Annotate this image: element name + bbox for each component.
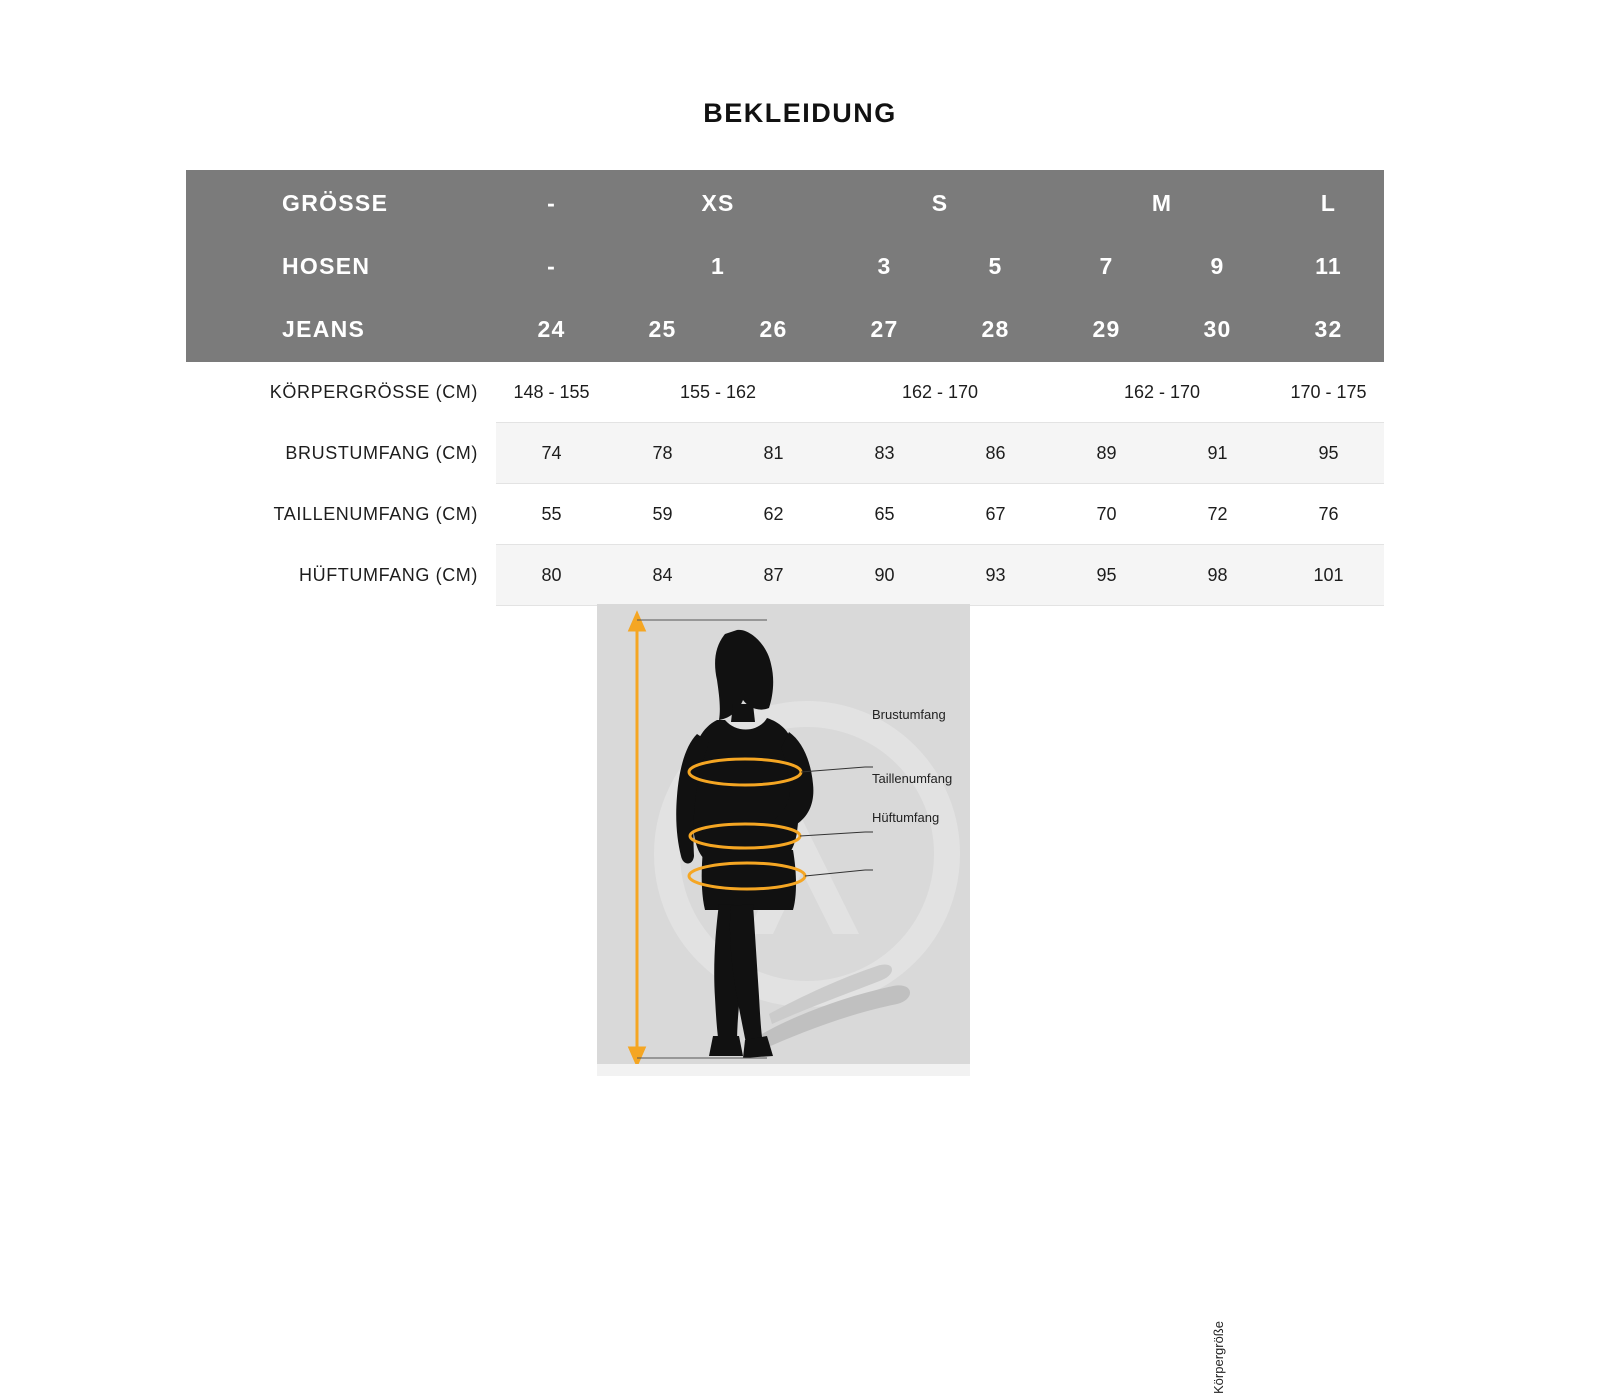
callout-brustumfang: Brustumfang [872, 707, 946, 722]
hueftumfang-cell-1: 80 [496, 545, 607, 606]
page-title: BEKLEIDUNG [703, 98, 897, 128]
row-label-hosen: HOSEN [186, 236, 496, 296]
table-row [186, 484, 1384, 545]
jeans-cell-7: 30 [1162, 296, 1273, 362]
hosen-cell-4: 5 [940, 236, 1051, 296]
jeans-cell-4: 27 [829, 296, 940, 362]
row-label-hueftumfang: HÜFTUMFANG (CM) [186, 545, 496, 606]
callout-taillenumfang: Taillenumfang [872, 771, 953, 786]
table-row [186, 362, 1384, 423]
taillenumfang-cell-7: 72 [1162, 484, 1273, 545]
taillenumfang-cell-6: 70 [1051, 484, 1162, 545]
koerpergroesse-cell-2: 155 - 162 [607, 362, 829, 423]
row-label-groesse: GRÖSSE [186, 170, 496, 236]
hosen-cell-3: 3 [829, 236, 940, 296]
callout-hueftumfang: Hüftumfang [872, 810, 940, 825]
jeans-cell-2: 25 [607, 296, 718, 362]
brustumfang-cell-3: 81 [718, 423, 829, 484]
table-header-row-hosen [186, 236, 1384, 296]
taillenumfang-cell-8: 76 [1273, 484, 1384, 545]
taillenumfang-cell-1: 55 [496, 484, 607, 545]
height-arrow [630, 614, 644, 1064]
table-row [186, 545, 1384, 606]
hosen-cell-6: 9 [1162, 236, 1273, 296]
jeans-cell-8: 32 [1273, 296, 1384, 362]
groesse-cell-1: - [496, 170, 607, 236]
hosen-cell-7: 11 [1273, 236, 1384, 296]
hueftumfang-cell-3: 87 [718, 545, 829, 606]
measurement-figure [597, 604, 1226, 1394]
hueftumfang-cell-2: 84 [607, 545, 718, 606]
figure-base-strip [597, 1064, 970, 1076]
koerpergroesse-cell-1: 148 - 155 [496, 362, 607, 423]
jeans-cell-3: 26 [718, 296, 829, 362]
koerpergroesse-cell-4: 162 - 170 [1051, 362, 1273, 423]
brustumfang-cell-5: 86 [940, 423, 1051, 484]
hueftumfang-cell-5: 93 [940, 545, 1051, 606]
hueftumfang-cell-8: 101 [1273, 545, 1384, 606]
row-label-brustumfang: BRUSTUMFANG (CM) [186, 423, 496, 484]
taillenumfang-cell-4: 65 [829, 484, 940, 545]
jeans-cell-5: 28 [940, 296, 1051, 362]
hosen-cell-5: 7 [1051, 236, 1162, 296]
row-label-taillenumfang: TAILLENUMFANG (CM) [186, 484, 496, 545]
height-label: Körpergröße [1211, 1321, 1226, 1394]
groesse-cell-l: L [1273, 170, 1384, 236]
measurement-figure-svg [597, 604, 970, 1064]
koerpergroesse-cell-5: 170 - 175 [1273, 362, 1384, 423]
taillenumfang-cell-3: 62 [718, 484, 829, 545]
brustumfang-cell-6: 89 [1051, 423, 1162, 484]
table-row [186, 423, 1384, 484]
hueftumfang-cell-6: 95 [1051, 545, 1162, 606]
table-header-row-groesse [186, 170, 1384, 236]
hueftumfang-cell-4: 90 [829, 545, 940, 606]
groesse-cell-s: S [829, 170, 1051, 236]
table-header-row-jeans [186, 296, 1384, 362]
groesse-cell-xs: XS [607, 170, 829, 236]
jeans-cell-1: 24 [496, 296, 607, 362]
brustumfang-cell-4: 83 [829, 423, 940, 484]
size-table [186, 170, 1384, 606]
taillenumfang-cell-2: 59 [607, 484, 718, 545]
brustumfang-cell-7: 91 [1162, 423, 1273, 484]
brustumfang-cell-1: 74 [496, 423, 607, 484]
hosen-cell-2: 1 [607, 236, 829, 296]
hueftumfang-cell-7: 98 [1162, 545, 1273, 606]
row-label-koerpergroesse: KÖRPERGRÖSSE (CM) [186, 362, 496, 423]
brustumfang-cell-2: 78 [607, 423, 718, 484]
size-table-container [186, 170, 1384, 606]
jeans-cell-6: 29 [1051, 296, 1162, 362]
taillenumfang-cell-5: 67 [940, 484, 1051, 545]
row-label-jeans: JEANS [186, 296, 496, 362]
koerpergroesse-cell-3: 162 - 170 [829, 362, 1051, 423]
hosen-cell-1: - [496, 236, 607, 296]
brustumfang-cell-8: 95 [1273, 423, 1384, 484]
groesse-cell-m: M [1051, 170, 1273, 236]
